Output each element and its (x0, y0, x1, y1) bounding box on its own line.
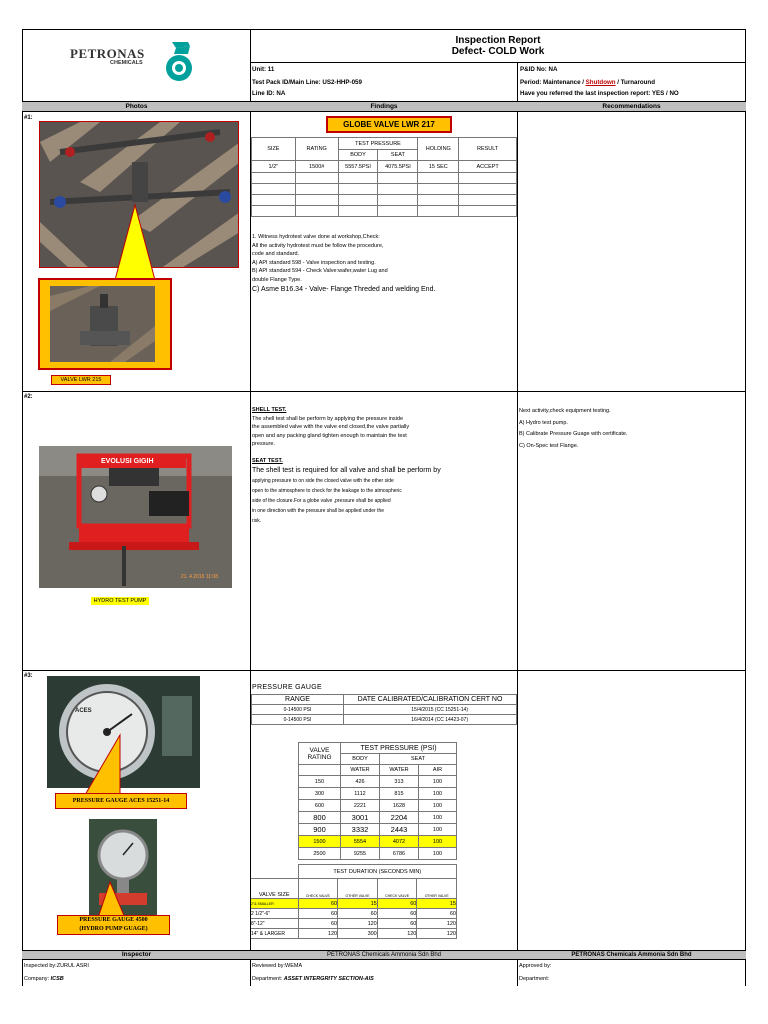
cell-range: 0-14500 PSI (252, 715, 344, 725)
column-header-findings: Findings (250, 101, 518, 112)
column-header-recommendations: Recommendations (517, 101, 746, 112)
department-label: Department: (252, 976, 284, 982)
seat-line: side of the closure.For a globe valve ,pressure shall be applied (252, 497, 391, 504)
cell-rating: 150 (299, 776, 341, 788)
table-row (299, 812, 457, 824)
test-pressure-table (298, 742, 457, 860)
gauge-brand-label: ACES (75, 708, 92, 714)
th-valve-rating (299, 743, 341, 765)
cell-body: 9255 (341, 848, 380, 860)
seat-line: applying pressure to on side the closed valve with the other side (252, 477, 394, 484)
section2-recommendations (519, 406, 743, 452)
logo-sub: CHEMICALS (110, 60, 143, 66)
department (252, 975, 374, 984)
cell-air: 100 (419, 812, 457, 824)
valve-title: GLOBE VALVE LWR 217 (326, 116, 452, 133)
petronas-emblem-icon (162, 40, 196, 84)
cell-body: 3332 (341, 824, 380, 836)
th-other-valve: OTHER VALVE (338, 879, 378, 899)
period-shutdown: Shutdown (585, 79, 616, 86)
th-air: AIR (419, 765, 457, 776)
th-valve-size: VALVE SIZE (251, 879, 298, 899)
cell-seat: 2204 (380, 812, 419, 824)
note-line: double Flange Type. (252, 276, 302, 283)
recommendation-line: C) On-Spec test Flange. (519, 442, 579, 449)
table-row (299, 824, 457, 836)
cell-d: 120 (417, 929, 457, 939)
shell-line: pressure. (252, 441, 275, 448)
cell-rating: 900 (299, 824, 341, 836)
note-line-big: C) Asme B16.34 - Valve- Flange Threded and welding End. (252, 285, 436, 293)
th-rating: RATING (295, 138, 338, 161)
logo-text: PETRONAS (70, 46, 145, 61)
table-row (299, 800, 457, 812)
test-duration-table (251, 864, 457, 939)
cell-a: 120 (298, 929, 338, 939)
note-line: code and standard. (252, 251, 300, 258)
cell-rating: 800 (299, 812, 341, 824)
th-size: SIZE (252, 138, 296, 161)
note-line: All the activity hydrotest must be follow the procedure, (252, 242, 384, 249)
th-body: BODY (341, 754, 380, 765)
th-holding: HOLDING (418, 138, 459, 161)
cell-body: 5554 (341, 836, 380, 848)
recommendation-line: A) Hydro test pump. (519, 419, 568, 426)
cell-d: 60 (417, 909, 457, 919)
caption-line: PRESSURE GAUGE 4500 (79, 917, 148, 923)
table-row (299, 776, 457, 788)
footer-company-mid: PETRONAS Chemicals Ammonia Sdn Bhd (250, 950, 518, 960)
cell-seat: 1628 (380, 800, 419, 812)
cell-holding: 15 SEC (418, 161, 459, 173)
unit-field: Unit: 11 (252, 66, 275, 73)
note-line: B) API standard 594 - Check Valve:wafer,water Lug and (252, 268, 388, 275)
cell-seat: 313 (380, 776, 419, 788)
department-value: ASSET INTERGRITY SECTION-AIS (283, 976, 374, 982)
th-water: WATER (341, 765, 380, 776)
cell-range: 0-14500 PSI (252, 705, 344, 715)
seat-line: in one direction with the pressure shall be applied under the (252, 507, 385, 514)
cell-air: 100 (419, 824, 457, 836)
period-prefix: Period: Maintenance / (520, 79, 586, 86)
table-row (252, 715, 517, 725)
table-row (251, 929, 457, 939)
section2-findings (252, 406, 514, 526)
company-value: ICSB (50, 976, 64, 982)
petronas-logo (70, 40, 200, 86)
cell-body: 3001 (341, 812, 380, 824)
table-row (299, 788, 457, 800)
shell-line: The shell test shall be perform by applying the pressure inside (252, 415, 404, 422)
cell-result: ACCEPT (459, 161, 517, 173)
cell-air: 100 (419, 836, 457, 848)
inspected-by-value: ZURUL ASRI (56, 963, 89, 969)
cell-rating: 300 (299, 788, 341, 800)
cell-size: 2 1/2"-6" (251, 909, 298, 919)
cell-d: 15 (417, 899, 457, 909)
pump-photo-date: 21. 4.2016 11:08 (180, 574, 218, 580)
hydro-pump-photo (39, 446, 232, 588)
report-subtitle: Defect- COLD Work (451, 46, 545, 57)
th-body: BODY (338, 150, 378, 161)
cell-a: 60 (298, 909, 338, 919)
cell-c: 120 (377, 929, 417, 939)
cell-body: 5557.5PSI (338, 161, 378, 173)
reviewer-value: WEMA (285, 963, 303, 969)
shell-line: open and any packing gland tighten enough to maintain the test (252, 432, 407, 439)
department-right: Department: (519, 976, 550, 982)
cell-seat: 4072 (380, 836, 419, 848)
cell-d: 120 (417, 919, 457, 929)
cell-c: 60 (377, 899, 417, 909)
caption-line: (HYDRO PUMP GUAGE) (79, 926, 148, 932)
th-water: WATER (380, 765, 419, 776)
cell-c: 60 (377, 909, 417, 919)
th-test-duration: TEST DURATION (SECONDS MIN) (298, 865, 457, 879)
cell-size: 14" & LARGER (251, 929, 298, 939)
footer-company-right: PETRONAS Chemicals Ammonia Sdn Bhd (517, 950, 746, 960)
line-id-field: Line ID: NA (252, 90, 286, 97)
recommendation-line: B) Calibrate Pressure Guage with certificate. (519, 431, 628, 437)
valve-test-table (251, 137, 517, 217)
note-line: A) API standard 598 - Valve inspection and testing. (252, 259, 376, 266)
cell-b: 300 (338, 929, 378, 939)
pid-field: P&ID No: NA (520, 66, 558, 73)
valve-photo-caption: VALVE LWR 215 (51, 375, 111, 385)
cell-air: 100 (419, 788, 457, 800)
callout-arrow-icon (80, 880, 140, 920)
th-rating-line: RATING (307, 753, 332, 761)
cell-rating: 2500 (299, 848, 341, 860)
pressure-gauge-caption-1: PRESSURE GAUGE ACES 15251-14 (55, 793, 187, 809)
cell-body: 426 (341, 776, 380, 788)
table-row (299, 848, 457, 860)
pressure-gauge-table (251, 694, 517, 725)
pressure-gauge-title: PRESSURE GAUGE (252, 684, 322, 691)
table-row (252, 705, 517, 715)
th-result: RESULT (459, 138, 517, 161)
callout-arrow-icon (60, 200, 210, 280)
th-seat: SEAT (378, 150, 418, 161)
hydro-pump-caption: HYDRO TEST PUMP (91, 597, 149, 605)
pump-brand-label: EVOLUSI GIGIH (101, 458, 154, 465)
table-row (251, 909, 457, 919)
shell-line: the assembled valve with the valve end closed,the valve partially (252, 424, 410, 431)
cell-c: 60 (377, 919, 417, 929)
reviewed-by (252, 962, 302, 971)
cell-size: 2"& SMALLER (251, 899, 298, 909)
cell-air: 100 (419, 800, 457, 812)
cell-b: 60 (338, 909, 378, 919)
cell-seat: 6786 (380, 848, 419, 860)
inspected-by-label: Inspected by: (24, 963, 57, 969)
cell-rating: 1500# (295, 161, 338, 173)
th-range: RANGE (252, 695, 344, 705)
cell-date: 15/4/2015 (CC 15251-14) (344, 705, 517, 715)
inspected-by (24, 962, 89, 971)
callout-arrow-icon (60, 730, 160, 800)
seat-line: risk. (252, 517, 262, 524)
th-test-pressure: TEST PRESSURE (338, 138, 418, 150)
section-number: #3: (24, 673, 33, 679)
referred-field: Have you referred the last inspection report: YES / NO (520, 90, 679, 97)
th-test-pressure-psi: TEST PRESSURE (PSI) (341, 743, 457, 754)
th-seat: SEAT (380, 754, 457, 765)
test-pack-field: Test Pack ID/Main Line: US2-HHP-059 (252, 79, 362, 86)
cell-b: 120 (338, 919, 378, 929)
table-row (251, 919, 457, 929)
cell-rating: 1500 (299, 836, 341, 848)
table-row (251, 899, 457, 909)
pressure-gauge-caption-2 (57, 915, 170, 935)
cell-date: 16/4/2014 (CC 14423-07) (344, 715, 517, 725)
company-label: Company: (24, 976, 51, 982)
note-line: 1. Witness hydrotest valve done at workshop,Check: (252, 234, 380, 240)
section-number: #2: (24, 394, 33, 400)
section1-notes (252, 233, 514, 295)
cell-size: 8"-12" (251, 919, 298, 929)
section-number: #1: (24, 115, 33, 121)
cell-body: 1112 (341, 788, 380, 800)
cell-a: 60 (298, 919, 338, 929)
reviewed-by-label: Reviewed by: (252, 963, 286, 969)
cell-b: 15 (338, 899, 378, 909)
report-title: Inspection Report (455, 35, 541, 46)
cell-seat: 815 (380, 788, 419, 800)
period-suffix: / Turnaround (615, 79, 655, 86)
recommendation-line: Next activity,check equipment testing. (519, 408, 611, 414)
period-field (520, 79, 655, 86)
seat-test-title: SEAT TEST. (252, 457, 283, 464)
cell-rating: 600 (299, 800, 341, 812)
cell-a: 60 (298, 899, 338, 909)
company (24, 975, 64, 984)
cell-air: 100 (419, 776, 457, 788)
th-other-valve: OTHER VALVE (417, 879, 457, 899)
th-date: DATE CALIBRATED/CALIBRATION CERT NO (344, 695, 517, 705)
seat-big-line: The shell test is required for all valve and shall be perform by (252, 466, 441, 474)
table-row (299, 836, 457, 848)
column-header-photos: Photos (22, 101, 251, 112)
footer-inspector-header: Inspector (22, 950, 251, 960)
table-row (252, 161, 517, 173)
th-valve-line: VALVE (309, 746, 330, 754)
cell-size: 1/2'' (252, 161, 296, 173)
shell-test-title: SHELL TEST. (252, 407, 287, 413)
approved-by: Approved by: (519, 963, 552, 969)
cell-air: 100 (419, 848, 457, 860)
th-check-valve: CHECK VALVE (298, 879, 338, 899)
cell-seat: 2443 (380, 824, 419, 836)
valve-photo-closeup (38, 278, 172, 370)
cell-body: 2221 (341, 800, 380, 812)
th-check-valve: CHECK VALVE (377, 879, 417, 899)
seat-line: open to the atmosphere to check for the leakage to the atmospheric (252, 487, 402, 494)
cell-seat: 4075.5PSI (378, 161, 418, 173)
